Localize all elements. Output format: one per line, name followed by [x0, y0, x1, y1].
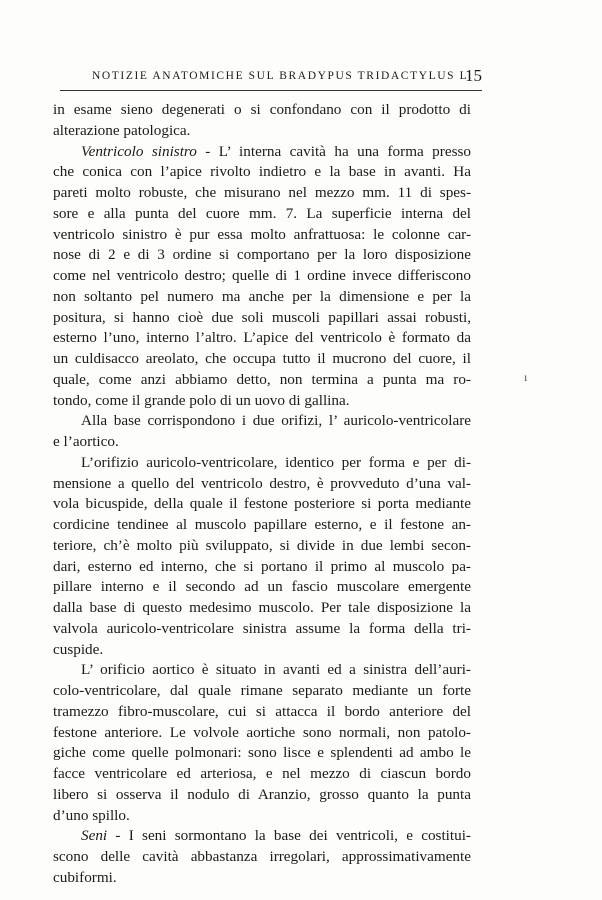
text-line: dalla base di questo medesimo muscolo. Per tale disposizione la: [53, 599, 471, 616]
text-line: d’uno spillo.: [53, 806, 130, 824]
text-line: Alla base corrispondono i due orifizi, l’ auricolo-ventricolare: [81, 412, 471, 430]
text-line: in esame sieno degenerati o si confondano con il prodotto di: [53, 101, 471, 118]
section-heading-ventricolo-sinistro: Ventricolo sinistro: [81, 142, 197, 160]
text-line: scono delle cavità abbastanza irregolari, approssimativamente: [53, 848, 471, 865]
text-line: Seni - I seni sormontano la base dei ventricoli, e costitui-: [81, 827, 471, 845]
text-line: facce ventricolare ed arteriosa, e nel mezzo di ciascun bordo: [53, 765, 471, 782]
text-line: colo-ventricolare, dal quale rimane separato mediante un forte: [53, 682, 471, 699]
text-line: L’ orificio aortico è situato in avanti ed a sinistra dell’auri-: [81, 661, 471, 679]
text-line: vola bicuspide, della quale il festone posteriore si porta mediante: [53, 495, 471, 513]
text-line: L’orifizio auricolo-ventricolare, identico per forma e per di-: [81, 453, 471, 471]
running-title: NOTIZIE ANATOMICHE SUL BRADYPUS TRIDACTYLUS L.: [92, 70, 473, 82]
text-line: alterazione patologica.: [53, 121, 191, 139]
text-line: libero si osserva il nodulo di Aranzio, grosso quanto la punta: [53, 785, 471, 803]
header-rule: [60, 90, 482, 91]
text-line: festone anteriore. Le volvole aortiche sono normali, non patolo-: [53, 723, 471, 741]
text-line: che conica con l’apice rivolto indietro e la base in avanti. Ha: [53, 163, 471, 181]
text-line: tondo, come il grande polo di un uovo di gallina.: [53, 391, 350, 409]
text-line: un culdisacco areolato, che occupa tutto il mucrono del cuore, il: [53, 350, 471, 367]
text-line: cuspide.: [53, 640, 104, 658]
text-line: dari, esterno ed interno, che si portano il primo al muscolo pa-: [53, 557, 471, 575]
text-line: come nel ventricolo destro; quelle di 1 ordine invece differiscono: [53, 267, 471, 284]
text-line: ventricolo sinistro è pur essa molto anfrattuosa: le colonne car-: [53, 225, 471, 243]
stray-ink-mark: ı: [524, 370, 528, 384]
text-line: quale, come anzi abbiamo detto, non termina a punta ma ro-: [53, 370, 471, 388]
text-line: positura, si hanno cioè due soli muscoli papillari assai robusti,: [53, 308, 471, 326]
text-line: tramezzo fibro-muscolare, cui si attacca il bordo anteriore del: [53, 702, 471, 720]
text-line: teriore, ch’è molto più sviluppato, si divide in due lembi secon-: [53, 536, 471, 554]
text-line: Ventricolo sinistro - L’ interna cavità ha una forma presso: [81, 142, 471, 160]
text-line: cubiformi.: [53, 868, 117, 886]
text-line: esterno l’uno, interno l’altro. L’apice del ventricolo è formato da: [53, 329, 471, 347]
text-line: nose di 2 e di 3 ordine si comportano per la loro disposizione: [53, 246, 471, 264]
text-line: cordicine tendinee al muscolo papillare esterno, e il festone an-: [53, 516, 471, 533]
running-head: [58, 66, 482, 90]
section-heading-seni: Seni: [81, 827, 108, 845]
body-text: [53, 100, 471, 889]
text-line: giche come quelle polmonari: sono lisce e splendenti ad ambo le: [53, 744, 471, 762]
text-line: mensione a quello del ventricolo destro, è provveduto d’una val-: [53, 474, 471, 492]
text-line: pareti molto robuste, che misurano nel mezzo mm. 11 di spes-: [53, 184, 471, 201]
text-line: sore e alla punta del cuore mm. 7. La superficie interna del: [53, 204, 471, 222]
text-line: valvola auricolo-ventricolare sinistra assume la forma della tri-: [53, 619, 471, 637]
text-line: non soltanto pel numero ma anche per la dimensione e per la: [53, 287, 471, 305]
text-line: e l’aortico.: [53, 433, 119, 450]
page-number: 15: [465, 66, 482, 85]
text-line: pillare interno e il secondo ad un fascio muscolare emergente: [53, 578, 471, 596]
